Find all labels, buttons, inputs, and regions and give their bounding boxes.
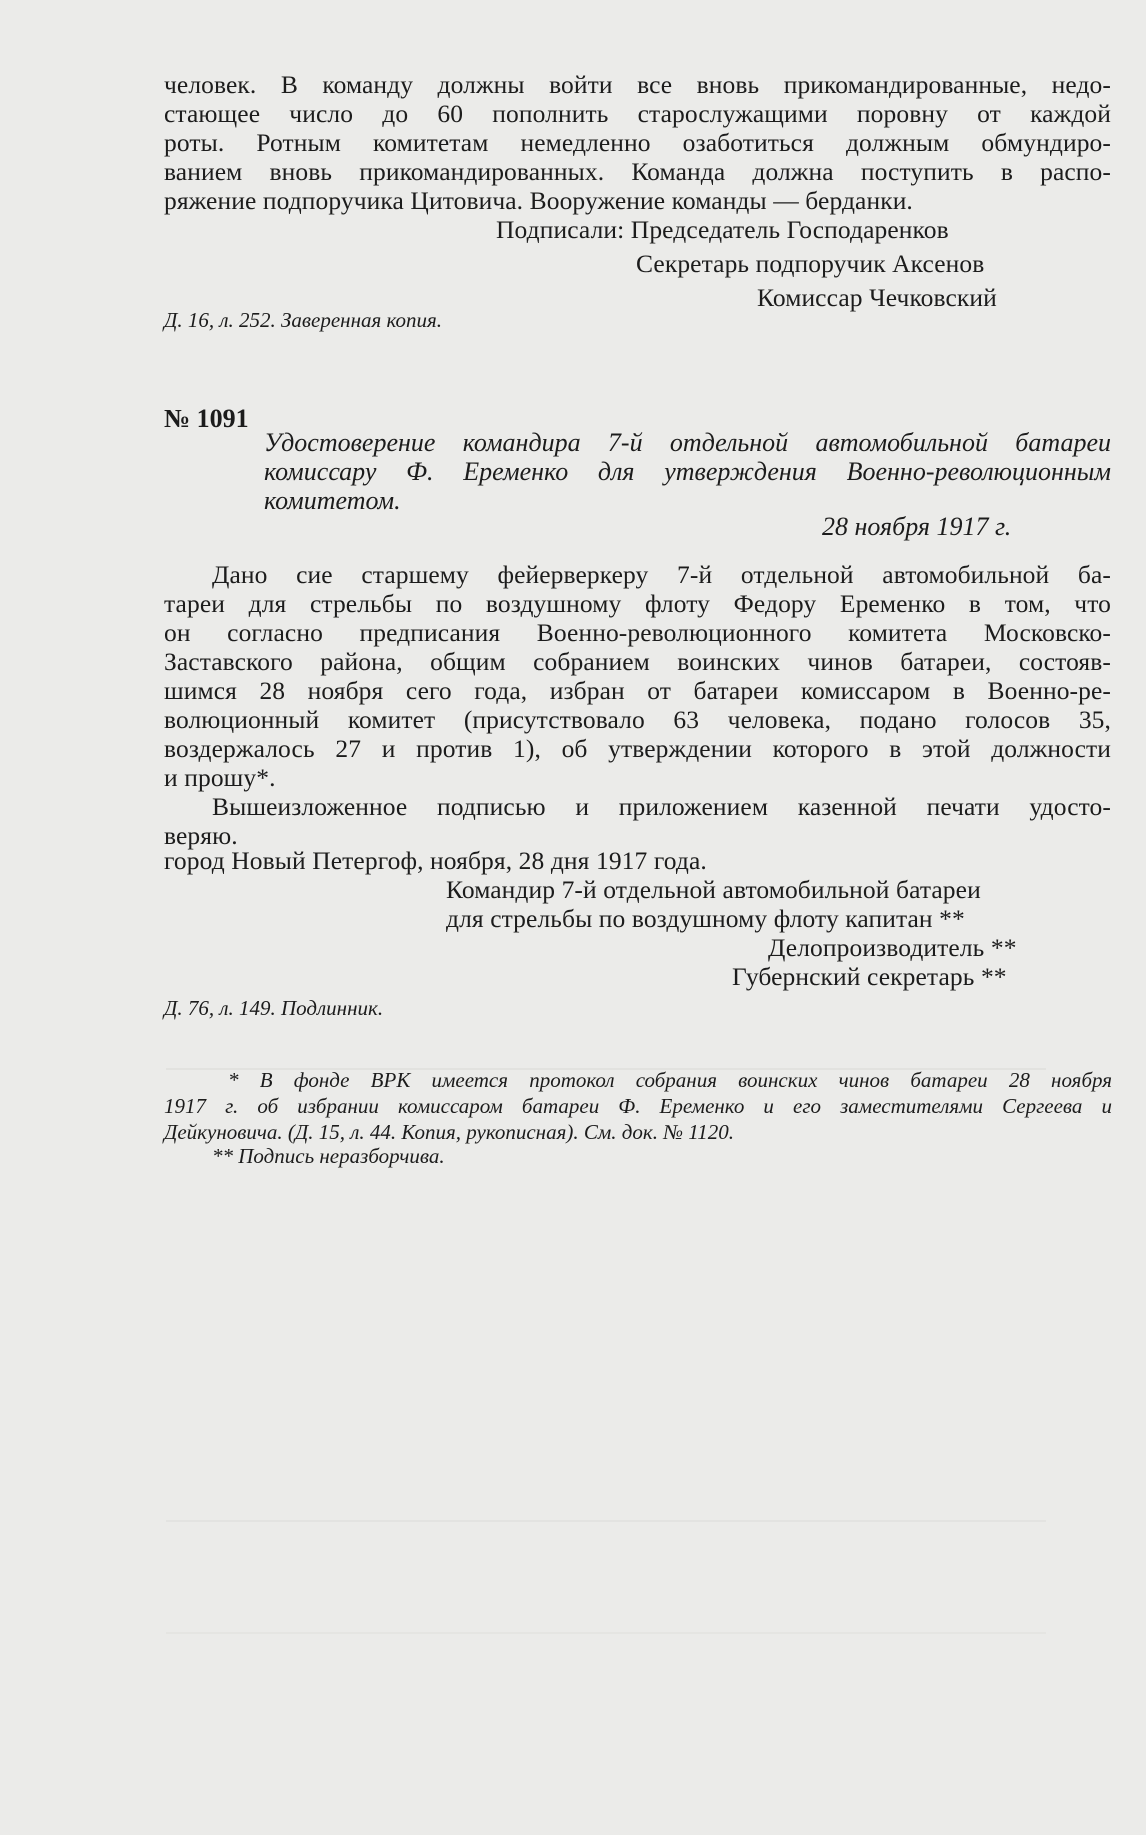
footnote-line: ** Подпись неразборчива. — [212, 1144, 445, 1168]
bleed-through-mark — [166, 1632, 1046, 1634]
title-line: комитетом. — [264, 486, 401, 515]
title-line: Удостоверение командира 7-й отдельной автомобильной батареи — [264, 428, 1111, 457]
signature-line: Командир 7-й отдельной автомобильной батареи — [446, 875, 981, 904]
text-line: воздержалось 27 и против 1), об утверждении которого в этой должности — [164, 734, 1111, 763]
text-line: Дано сие старшему фейерверкеру 7-й отдельной автомобильной ба- — [212, 560, 1111, 589]
footnote-line: * В фонде ВРК имеется протокол собрания воинских чинов батареи 28 ноября — [228, 1068, 1112, 1092]
source-reference: Д. 16, л. 252. Заверенная копия. — [164, 308, 443, 332]
text-line: роты. Ротным комитетам немедленно озаботиться должным обмундиро- — [164, 128, 1111, 157]
text-line: волюционный комитет (присутствовало 63 человека, подано голосов 35, — [164, 705, 1111, 734]
signature-line: Губернский секретарь ** — [732, 962, 1007, 991]
text-line: Вышеизложенное подписью и приложением казенной печати удосто- — [212, 792, 1111, 821]
text-line: тареи для стрельбы по воздушному флоту Федору Еременко в том, что — [164, 589, 1111, 618]
text-line: ряжение подпоручика Цитовича. Вооружение команды — берданки. — [164, 186, 913, 215]
text-line: человек. В команду должны войти все вновь прикомандированные, недо- — [164, 70, 1111, 99]
text-line: Заставского района, общим собранием воинских чинов батареи, состояв- — [164, 647, 1111, 676]
footnote-line: 1917 г. об избрании комиссаром батареи Ф. Еременко и его заместителями Сергеева и — [164, 1094, 1112, 1118]
text-line: шимся 28 ноября сего года, избран от батареи комиссаром в Военно-ре- — [164, 676, 1111, 705]
text-line: и прошу*. — [164, 763, 276, 792]
signature-line: для стрельбы по воздушному флоту капитан ** — [446, 904, 965, 933]
signature-line: Секретарь подпоручик Аксенов — [636, 249, 985, 278]
bleed-through-mark — [166, 1520, 1046, 1522]
document-date: 28 ноября 1917 г. — [822, 512, 1012, 541]
footnote-line: Дейкуновича. (Д. 15, л. 44. Копия, рукописная). См. док. № 1120. — [164, 1120, 734, 1144]
text-line: ванием вновь прикомандированных. Команда должна поступить в распо- — [164, 157, 1111, 186]
text-line: стающее число до 60 пополнить старослужащими поровну от каждой — [164, 99, 1111, 128]
signature-line: Комиссар Чечковский — [757, 283, 997, 312]
document-number: № 1091 — [164, 404, 249, 433]
text-line: он согласно предписания Военно-революционного комитета Московско- — [164, 618, 1111, 647]
signature-line: Делопроизводитель ** — [768, 933, 1017, 962]
signature-line: Подписали: Председатель Господаренков — [496, 215, 949, 244]
title-line: комиссару Ф. Еременко для утверждения Военно-революционным — [264, 457, 1111, 486]
source-reference: Д. 76, л. 149. Подлинник. — [164, 996, 384, 1020]
place-and-date-line: город Новый Петергоф, ноября, 28 дня 1917 года. — [164, 846, 707, 875]
text-line: веряю. — [164, 821, 238, 850]
